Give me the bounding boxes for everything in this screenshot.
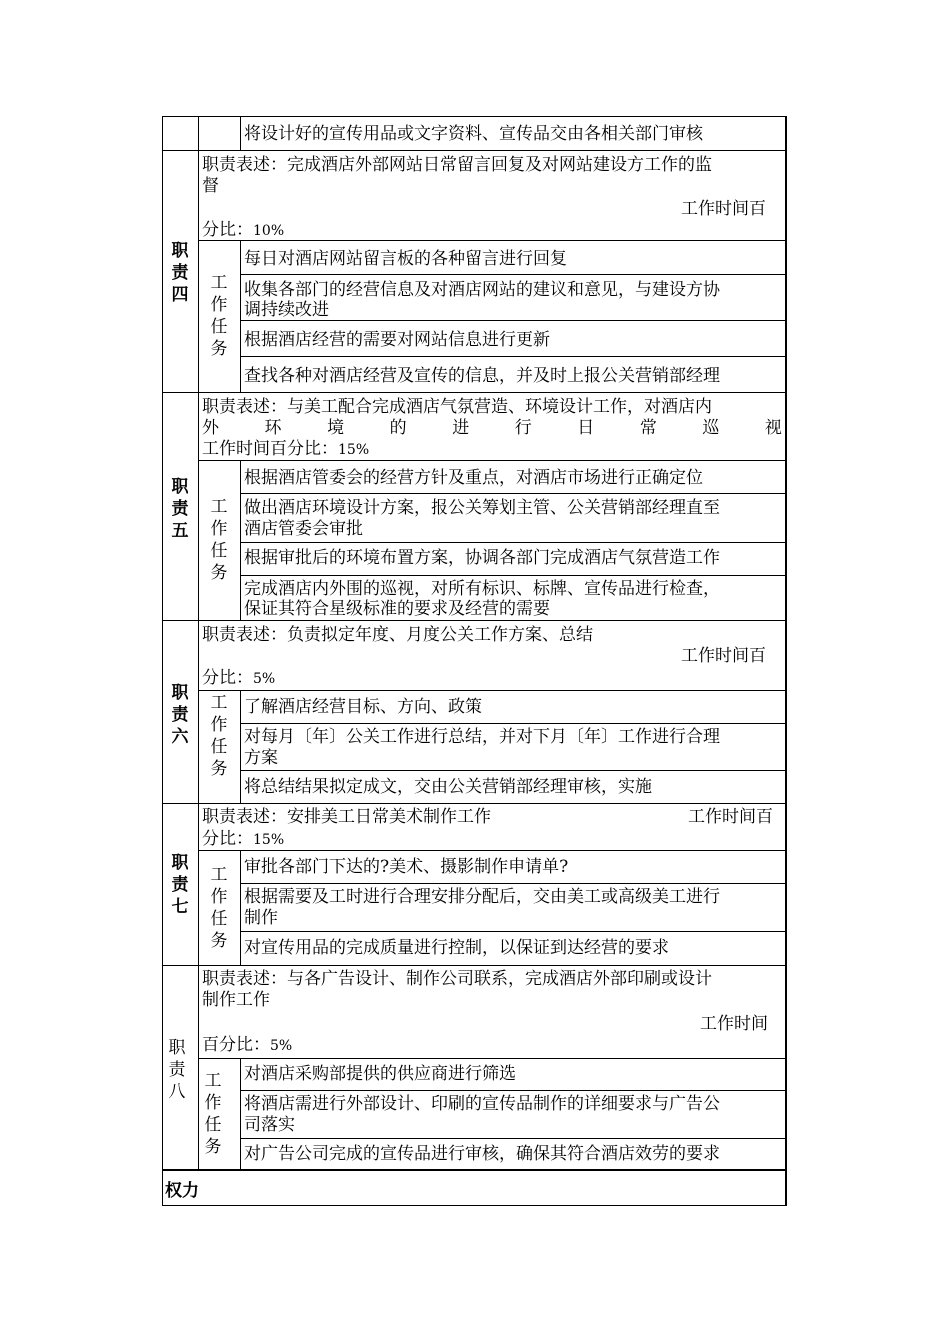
duty6-desc-line1: 职责表述：负责拟定年度、月度公关工作方案、总结 (202, 625, 593, 645)
duty8-task-2-line2: 司落实 (244, 1115, 295, 1135)
duty4-task-4: 查找各种对酒店经营及宣传的信息，并及时上报公关营销部经理 (244, 366, 720, 386)
duty5-task-3: 根据审批后的环境布置方案，协调各部门完成酒店气氛营造工作 (244, 548, 720, 568)
duty4-desc-line2: 督 (202, 176, 219, 196)
d7-task-sep-2 (240, 931, 786, 932)
duty5-desc-line2: 外 环 境 的 进 行 日 常 巡 视 (202, 418, 782, 438)
duty8-desc-line2: 制作工作 (202, 990, 270, 1010)
d6-desc-sep (198, 690, 786, 691)
duty5-task-4-line2: 保证其符合星级标准的要求及经营的需要 (244, 599, 550, 619)
d5-task-sep-2 (240, 542, 786, 543)
col-divider-2c (240, 460, 241, 620)
duty8-label: 职 责 八 (168, 1038, 186, 1102)
duty5-pct: 工作时间百分比：15% (202, 439, 370, 459)
d8-task-sep-1 (240, 1090, 786, 1091)
duty5-label: 职 责 五 (171, 477, 189, 541)
row-line-duty5 (162, 392, 786, 393)
duty4-task-1: 每日对酒店网站留言板的各种留言进行回复 (244, 249, 567, 269)
row-line-duty6 (162, 620, 786, 621)
duty8-pct: 百分比：5% (202, 1035, 293, 1055)
duty8-desc-line1: 职责表述：与各广告设计、制作公司联系，完成酒店外部印刷或设计 (202, 969, 712, 989)
duty4-task-label: 工 作 任 务 (210, 273, 228, 359)
duty7-task-2-line2: 制作 (244, 908, 278, 928)
duty8-task-2-line1: 将酒店需进行外部设计、印刷的宣传品制作的详细要求与广告公 (244, 1094, 720, 1114)
row-line-duty4 (162, 150, 786, 151)
duty7-pct: 分比：15% (202, 829, 285, 849)
table-right-border (785, 116, 787, 1206)
d4-desc-sep (198, 240, 786, 241)
duty4-task-2-line1: 收集各部门的经营信息及对酒店网站的建议和意见，与建设方协 (244, 280, 720, 300)
row-line-authority (162, 1169, 786, 1171)
d8-task-sep-2 (240, 1138, 786, 1139)
d4-task-sep-1 (240, 274, 786, 275)
duty6-task-label: 工 作 任 务 (210, 693, 228, 779)
duty8-task-1: 对酒店采购部提供的供应商进行筛选 (244, 1064, 516, 1084)
duty7-task-label: 工 作 任 务 (210, 865, 228, 951)
d8-desc-sep (198, 1058, 786, 1059)
duty7-desc-line1: 职责表述：安排美工日常美术制作工作 (202, 807, 491, 827)
d5-task-sep-3 (240, 575, 786, 576)
duty8-time-label: 工作时间 (700, 1014, 768, 1034)
col-divider-2f (240, 1058, 241, 1170)
d7-desc-sep (198, 850, 786, 851)
top-task-text: 将设计好的宣传用品或文字资料、宣传品交由各相关部门审核 (244, 124, 703, 144)
duty8-task-label: 工 作 任 务 (204, 1071, 222, 1157)
duty5-task-4-line1: 完成酒店内外围的巡视，对所有标识、标牌、宣传品进行检查， (244, 579, 720, 599)
duty5-task-2-line1: 做出酒店环境设计方案，报公关筹划主管、公关营销部经理直至 (244, 498, 720, 518)
duty4-task-2-line2: 调持续改进 (244, 300, 329, 320)
duty4-pct: 分比：10% (202, 220, 285, 240)
col-divider-2d (240, 690, 241, 803)
duty6-task-2-line2: 方案 (244, 748, 278, 768)
duty5-desc-line1: 职责表述：与美工配合完成酒店气氛营造、环境设计工作，对酒店内 (202, 397, 712, 417)
duty6-pct: 分比：5% (202, 668, 276, 688)
duty6-label: 职 责 六 (171, 683, 189, 747)
duty4-label: 职 责 四 (171, 241, 189, 305)
duty6-task-1: 了解酒店经营目标、方向、政策 (244, 697, 482, 717)
col-divider-2b (240, 240, 241, 392)
duty6-task-3: 将总结结果拟定成文，交由公关营销部经理审核，实施 (244, 777, 652, 797)
duty5-task-1: 根据酒店管委会的经营方针及重点，对酒店市场进行正确定位 (244, 468, 703, 488)
col-divider-2a (240, 116, 241, 150)
duty4-time-label: 工作时间百 (681, 199, 766, 219)
d6-task-sep-2 (240, 770, 786, 771)
duty6-time-label: 工作时间百 (681, 646, 766, 666)
col-divider-2e (240, 850, 241, 965)
row-line-duty7 (162, 803, 786, 804)
d5-task-sep-1 (240, 493, 786, 494)
duty7-task-1: 审批各部门下达的?美术、摄影制作申请单? (244, 857, 569, 877)
duty5-task-label: 工 作 任 务 (210, 497, 228, 583)
row-line-duty8 (162, 965, 786, 966)
authority-label: 权力 (165, 1181, 199, 1201)
d6-task-sep-1 (240, 723, 786, 724)
duty7-task-3: 对宣传用品的完成质量进行控制，以保证到达经营的要求 (244, 938, 669, 958)
duty7-task-2-line1: 根据需要及工时进行合理安排分配后，交由美工或高级美工进行 (244, 887, 720, 907)
duty6-task-2-line1: 对每月〔年〕公关工作进行总结，并对下月〔年〕工作进行合理 (244, 727, 720, 747)
d4-task-sep-3 (240, 356, 786, 357)
col-divider-1 (198, 116, 199, 1170)
duty7-label: 职 责 七 (171, 853, 189, 917)
duty4-desc-line1: 职责表述：完成酒店外部网站日常留言回复及对网站建设方工作的监 (202, 155, 712, 175)
duty4-task-3: 根据酒店经营的需要对网站信息进行更新 (244, 330, 550, 350)
duty5-task-2-line2: 酒店管委会审批 (244, 519, 363, 539)
d7-task-sep-1 (240, 883, 786, 884)
duty8-task-3: 对广告公司完成的宣传品进行审核，确保其符合酒店效劳的要求 (244, 1144, 720, 1164)
duty7-time-label: 工作时间百 (688, 807, 773, 827)
